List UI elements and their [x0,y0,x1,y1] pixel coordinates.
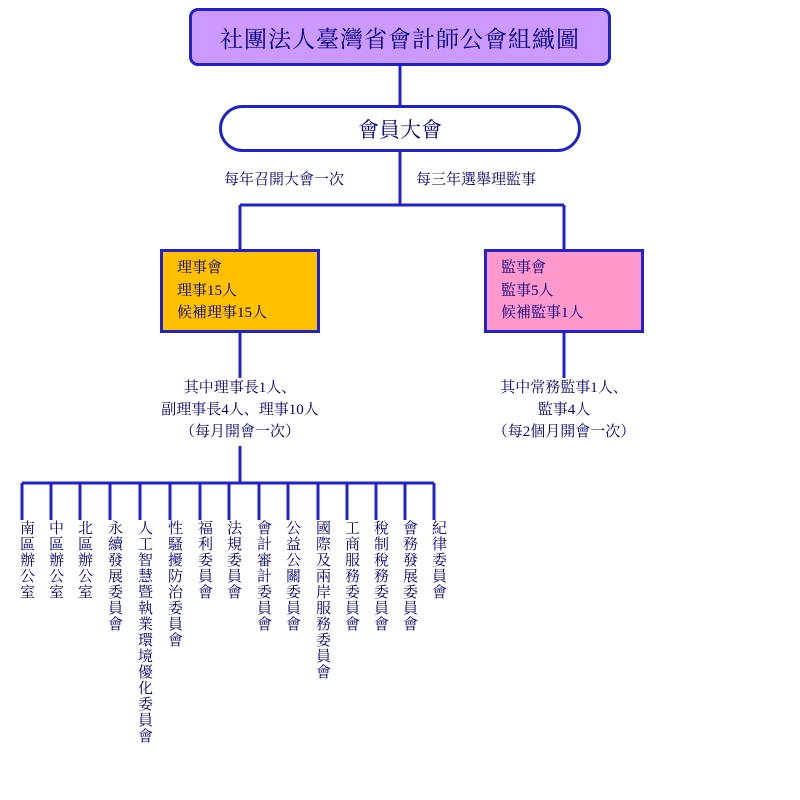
node-supervisors-line3: 候補監事1人 [501,305,584,322]
committee-discipline: 紀律委員會 [430,520,446,600]
committee-north-office: 北區辦公室 [76,520,92,600]
node-supervisors-line2: 監事5人 [501,282,554,299]
board-note [130,378,350,443]
supervisors-note-line2: 監事4人 [537,401,591,418]
edge-label-triennial-election: 每三年選舉理監事 [416,172,537,188]
committee-ai-practice: 人工智慧暨執業環境優化委員會 [136,520,152,744]
supervisors-note-line1: 其中常務監事1人、 [500,380,628,396]
committee-south-office: 南區辦公室 [18,520,34,600]
edge-label-annual-meeting: 每年召開大會一次 [224,172,345,188]
committee-tax: 稅制稅務委員會 [372,520,388,632]
committee-accounting-audit: 會計審計委員會 [255,520,271,632]
node-board-of-supervisors [484,249,644,333]
board-note-line1: 其中理事長1人、 [183,380,297,396]
committee-welfare: 福利委員會 [196,520,212,600]
committee-business-service: 工商服務委員會 [343,520,359,632]
board-note-line2: 副理事長4人、理事10人 [161,401,319,418]
committee-international: 國際及兩岸服務委員會 [314,520,330,680]
node-board-line2: 理事15人 [177,282,238,299]
committee-harassment: 性騷擾防治委員會 [166,520,182,648]
node-board-of-directors [160,249,320,333]
supervisors-note-line3: （每2個月開會一次） [492,423,636,440]
node-member-assembly [219,105,581,152]
chart-title-text: 社團法人臺灣省會計師公會組織圖 [220,26,580,52]
node-board-name: 理事會 [177,260,223,277]
committee-public-relations: 公益公關委員會 [284,520,300,632]
chart-title [189,8,611,66]
node-member-assembly-label: 會員大會 [358,117,442,142]
committee-central-office: 中區辦公室 [47,520,63,600]
node-board-line3: 候補理事15人 [177,305,268,322]
board-note-line3: （每月開會一次） [179,423,300,440]
supervisors-note [454,378,674,443]
committee-regulations: 法規委員會 [225,520,241,600]
committee-affairs-development: 會務發展委員會 [401,520,417,632]
node-supervisors-name: 監事會 [501,260,547,277]
committee-sustainability: 永續發展委員會 [106,520,122,632]
